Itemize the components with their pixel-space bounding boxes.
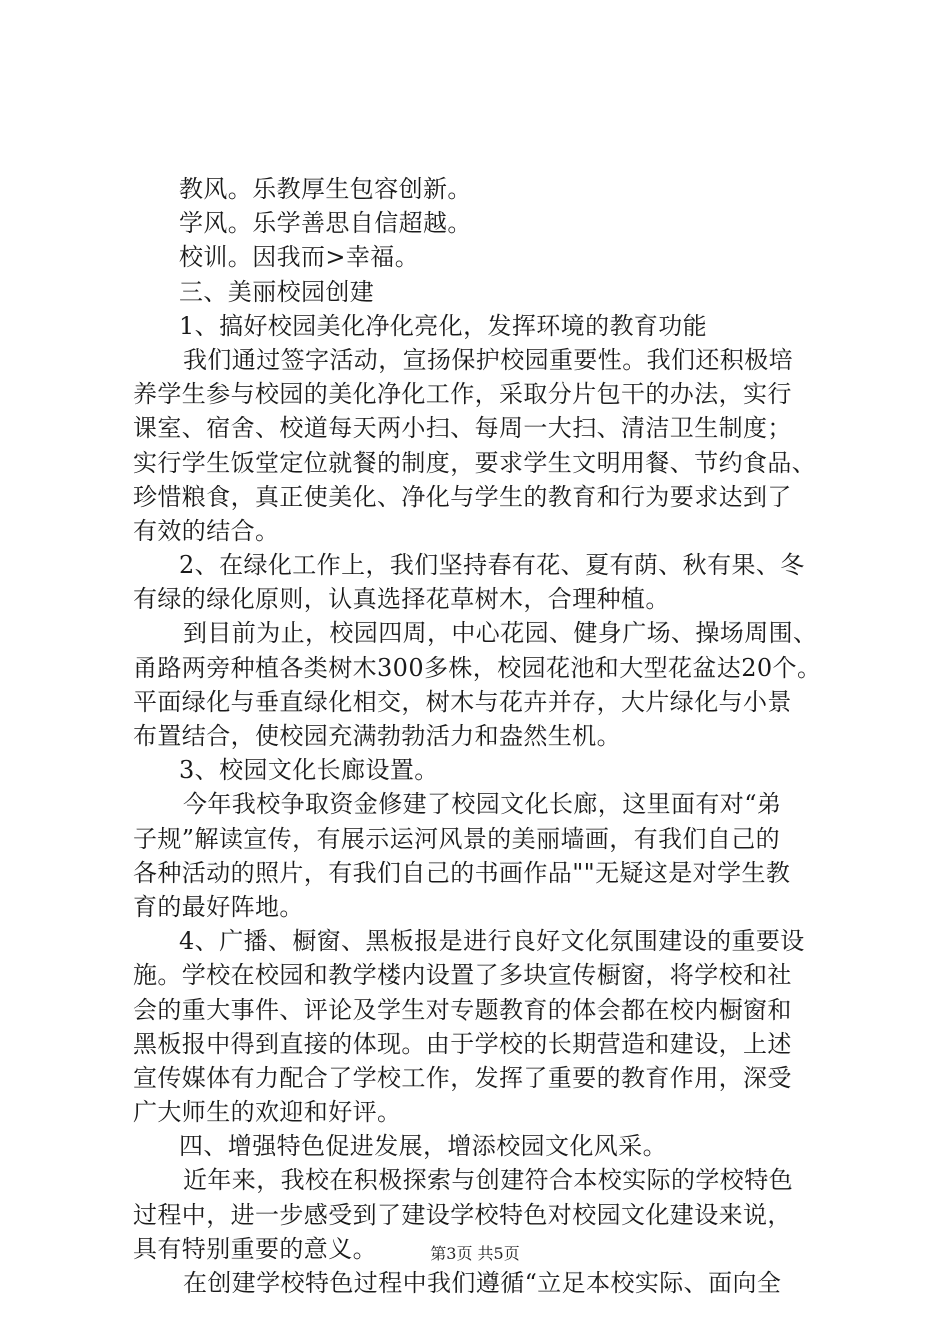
text-line: 学风。乐学善思自信超越。 bbox=[179, 209, 472, 238]
text-line: 广大师生的欢迎和好评。 bbox=[133, 1098, 402, 1127]
text-line: 4、广播、橱窗、黑板报是进行良好文化氛围建设的重要设 bbox=[179, 927, 805, 956]
text-line: 过程中，进一步感受到了建设学校特色对校园文化建设来说， bbox=[133, 1200, 792, 1229]
text-line: 1、搞好校园美化净化亮化，发挥环境的教育功能 bbox=[179, 311, 708, 340]
text-line: 珍惜粮食，真正使美化、净化与学生的教育和行为要求达到了 bbox=[133, 482, 792, 511]
text-line: 甬路两旁种植各类树木300多株，校园花池和大型花盆达20个。 bbox=[133, 653, 822, 682]
text-line: 各种活动的照片，有我们自己的书画作品""无疑这是对学生教 bbox=[133, 858, 791, 887]
text-line: 校训。因我而>幸福。 bbox=[179, 243, 420, 272]
text-line: 三、美丽校园创建 bbox=[179, 277, 375, 306]
text-line: 课室、宿舍、校道每天两小扫、每周一大扫、清洁卫生制度； bbox=[133, 414, 792, 443]
text-line: 施。学校在校园和教学楼内设置了多块宣传橱窗，将学校和社 bbox=[133, 961, 792, 990]
text-line: 平面绿化与垂直绿化相交，树木与花卉并存，大片绿化与小景 bbox=[133, 687, 792, 716]
text-line: 育的最好阵地。 bbox=[133, 892, 304, 921]
text-line: 有效的结合。 bbox=[133, 516, 280, 545]
text-line: 3、校园文化长廊设置。 bbox=[179, 756, 439, 785]
text-line: 具有特别重要的意义。 bbox=[133, 1234, 377, 1263]
text-line: 养学生参与校园的美化净化工作，采取分片包干的办法，实行 bbox=[133, 380, 792, 409]
text-line: 今年我校争取资金修建了校园文化长廊，这里面有对“弟 bbox=[183, 790, 782, 819]
text-line: 会的重大事件、评论及学生对专题教育的体会都在校内橱窗和 bbox=[133, 995, 792, 1024]
text-line: 有绿的绿化原则，认真选择花草树木，合理种植。 bbox=[133, 585, 670, 614]
text-line: 在创建学校特色过程中我们遵循“立足本校实际、面向全 bbox=[183, 1269, 782, 1297]
text-line: 黑板报中得到直接的体现。由于学校的长期营造和建设，上述 bbox=[133, 1029, 792, 1058]
page-footer: 第3页 共5页 bbox=[430, 1244, 520, 1263]
text-line: 布置结合，使校园充满勃勃活力和盎然生机。 bbox=[133, 722, 621, 750]
text-line: 宣传媒体有力配合了学校工作，发挥了重要的教育作用，深受 bbox=[133, 1063, 792, 1092]
text-line: 我们通过签字活动，宣扬保护校园重要性。我们还积极培 bbox=[183, 345, 793, 374]
text-line: 子规”解读宣传，有展示运河风景的美丽墙画，有我们自己的 bbox=[133, 824, 781, 853]
text-line: 近年来，我校在积极探索与创建符合本校实际的学校特色 bbox=[183, 1166, 793, 1195]
text-line: 到目前为止，校园四周，中心花园、健身广场、操场周围、 bbox=[183, 619, 818, 648]
text-line: 四、增强特色促进发展，增添校园文化风采。 bbox=[179, 1132, 667, 1161]
text-line: 实行学生饭堂定位就餐的制度，要求学生文明用餐、节约食品、 bbox=[133, 448, 817, 477]
text-line: 2、在绿化工作上，我们坚持春有花、夏有荫、秋有果、冬 bbox=[179, 551, 805, 580]
text-line: 教风。乐教厚生包容创新。 bbox=[179, 175, 472, 203]
document-body bbox=[133, 172, 833, 1300]
